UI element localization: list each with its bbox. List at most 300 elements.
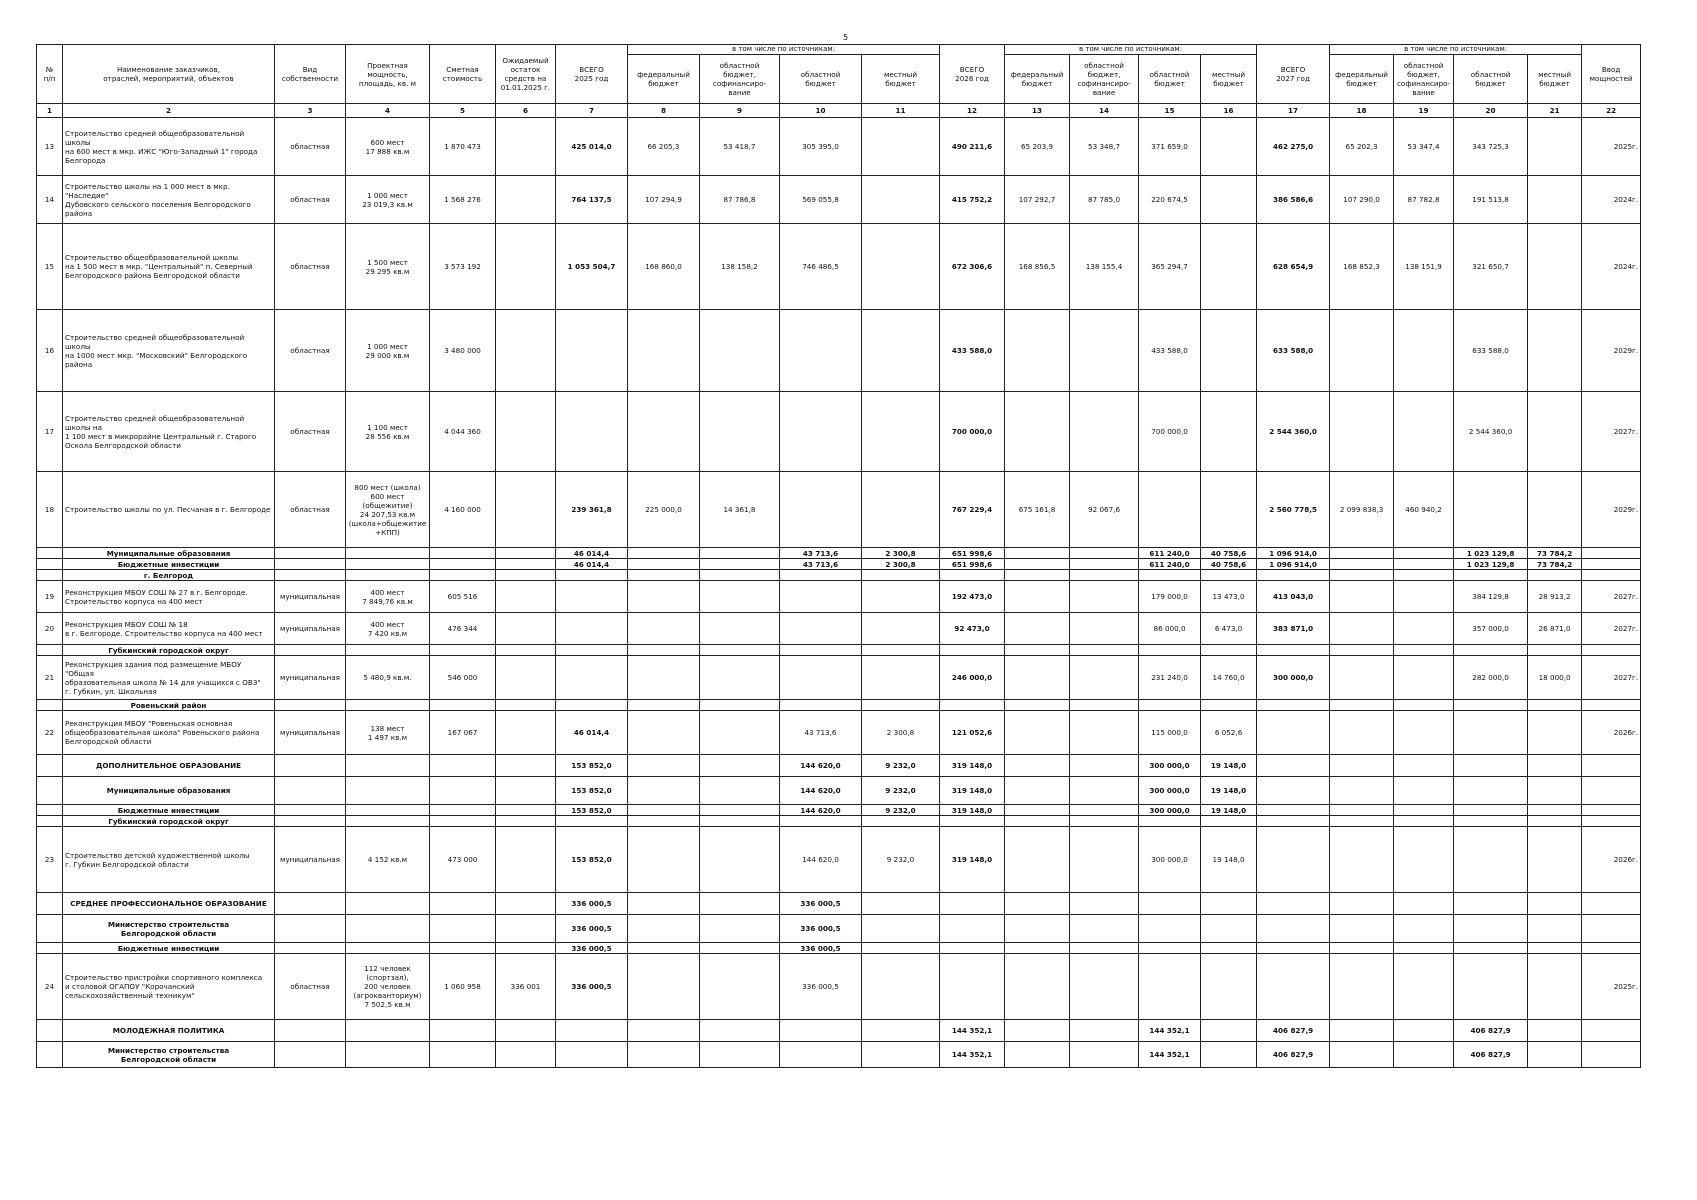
regional-cofin-2026: 138 155,4 — [1070, 224, 1139, 310]
federal-2025 — [628, 1042, 700, 1068]
total-2025 — [556, 392, 628, 472]
table-row — [37, 827, 1641, 893]
header-capacity: Проектная мощность, площадь, кв. м — [346, 45, 430, 104]
local-2026 — [1201, 176, 1257, 224]
regional-2025 — [780, 1020, 862, 1042]
regional-cofin-2027 — [1394, 915, 1454, 943]
column-index: 8 — [628, 104, 700, 118]
total-2026 — [940, 954, 1005, 1020]
federal-2027 — [1330, 943, 1394, 954]
regional-cofin-2026 — [1070, 700, 1139, 711]
regional-cofin-2027 — [1394, 613, 1454, 645]
estimated-cost — [430, 645, 496, 656]
local-2026 — [1201, 915, 1257, 943]
local-2027 — [1528, 224, 1582, 310]
federal-2025: 225 000,0 — [628, 472, 700, 548]
federal-2026 — [1005, 943, 1070, 954]
total-2025 — [556, 310, 628, 392]
federal-2025 — [628, 816, 700, 827]
federal-2025 — [628, 827, 700, 893]
capacity: 112 человек (спортзал), 200 человек (агрокванториум) 7 502,5 кв.м — [346, 954, 430, 1020]
total-2027: 300 000,0 — [1257, 656, 1330, 700]
total-2027 — [1257, 700, 1330, 711]
row-number — [37, 570, 63, 581]
federal-2027: 168 852,3 — [1330, 224, 1394, 310]
regional-cofin-2027 — [1394, 392, 1454, 472]
header-local-2027: местный бюджет — [1528, 55, 1582, 104]
commission-year — [1582, 805, 1641, 816]
local-2027: 18 000,0 — [1528, 656, 1582, 700]
ownership: областная — [275, 118, 346, 176]
section-row — [37, 645, 1641, 656]
federal-2025 — [628, 711, 700, 755]
capacity — [346, 1042, 430, 1068]
capacity — [346, 700, 430, 711]
regional-cofin-2025 — [700, 943, 780, 954]
object-name: Строительство школы по ул. Песчаная в г. Белгороде — [63, 472, 275, 548]
regional-2025: 144 620,0 — [780, 827, 862, 893]
regional-cofin-2027 — [1394, 893, 1454, 915]
column-index: 7 — [556, 104, 628, 118]
local-2026: 19 148,0 — [1201, 805, 1257, 816]
expected-balance — [496, 613, 556, 645]
federal-2026 — [1005, 700, 1070, 711]
commission-year — [1582, 777, 1641, 805]
estimated-cost — [430, 816, 496, 827]
regional-cofin-2025: 87 786,8 — [700, 176, 780, 224]
regional-cofin-2026: 87 785,0 — [1070, 176, 1139, 224]
total-2027 — [1257, 893, 1330, 915]
regional-2026: 700 000,0 — [1139, 392, 1201, 472]
row-number: 18 — [37, 472, 63, 548]
regional-2025: 336 000,5 — [780, 915, 862, 943]
total-2026 — [940, 570, 1005, 581]
commission-year — [1582, 893, 1641, 915]
capacity — [346, 915, 430, 943]
regional-2026: 300 000,0 — [1139, 777, 1201, 805]
section-row — [37, 943, 1641, 954]
total-2027 — [1257, 943, 1330, 954]
regional-cofin-2026 — [1070, 711, 1139, 755]
table-row — [37, 310, 1641, 392]
regional-2027: 1 023 129,8 — [1454, 559, 1528, 570]
regional-2026 — [1139, 893, 1201, 915]
total-2026 — [940, 915, 1005, 943]
table-row — [37, 176, 1641, 224]
local-2025: 9 232,0 — [862, 805, 940, 816]
header-federal-2027: федеральный бюджет — [1330, 55, 1394, 104]
federal-2026 — [1005, 581, 1070, 613]
object-name: Бюджетные инвестиции — [63, 943, 275, 954]
federal-2026 — [1005, 1020, 1070, 1042]
section-row — [37, 816, 1641, 827]
expected-balance — [496, 570, 556, 581]
federal-2027 — [1330, 392, 1394, 472]
object-name: Строительство общеобразовательной школы на 1 500 мест в мкр. "Центральный" п. Северный Белгородского района Белгородской области — [63, 224, 275, 310]
column-index: 5 — [430, 104, 496, 118]
estimated-cost — [430, 943, 496, 954]
expected-balance — [496, 310, 556, 392]
ownership: муниципальная — [275, 827, 346, 893]
capacity: 1 000 мест 29 000 кв.м — [346, 310, 430, 392]
federal-2025 — [628, 943, 700, 954]
section-row — [37, 1020, 1641, 1042]
column-index-row — [37, 104, 1641, 118]
regional-2026 — [1139, 645, 1201, 656]
commission-year — [1582, 548, 1641, 559]
total-2025: 425 014,0 — [556, 118, 628, 176]
expected-balance — [496, 656, 556, 700]
federal-2026 — [1005, 711, 1070, 755]
federal-2025 — [628, 559, 700, 570]
local-2027 — [1528, 700, 1582, 711]
regional-cofin-2027 — [1394, 816, 1454, 827]
local-2027 — [1528, 176, 1582, 224]
row-number — [37, 943, 63, 954]
regional-cofin-2026 — [1070, 755, 1139, 777]
regional-cofin-2025 — [700, 915, 780, 943]
regional-cofin-2027: 460 940,2 — [1394, 472, 1454, 548]
local-2025: 2 300,8 — [862, 548, 940, 559]
total-2026: 433 588,0 — [940, 310, 1005, 392]
expected-balance — [496, 816, 556, 827]
federal-2026 — [1005, 816, 1070, 827]
federal-2027 — [1330, 581, 1394, 613]
object-name: Ровеньский район — [63, 700, 275, 711]
regional-cofin-2026 — [1070, 777, 1139, 805]
federal-2025 — [628, 645, 700, 656]
commission-year: 2026г. — [1582, 711, 1641, 755]
local-2025 — [862, 613, 940, 645]
federal-2026 — [1005, 310, 1070, 392]
ownership: муниципальная — [275, 613, 346, 645]
regional-2027 — [1454, 915, 1528, 943]
federal-2026: 168 856,5 — [1005, 224, 1070, 310]
federal-2025 — [628, 777, 700, 805]
estimated-cost: 1 060 958 — [430, 954, 496, 1020]
commission-year: 2027г. — [1582, 613, 1641, 645]
estimated-cost: 473 000 — [430, 827, 496, 893]
ownership — [275, 777, 346, 805]
total-2026: 490 211,6 — [940, 118, 1005, 176]
local-2025: 9 232,0 — [862, 755, 940, 777]
ownership — [275, 559, 346, 570]
section-row — [37, 915, 1641, 943]
regional-2026: 611 240,0 — [1139, 559, 1201, 570]
federal-2027 — [1330, 954, 1394, 1020]
section-row — [37, 777, 1641, 805]
commission-year: 2025г. — [1582, 954, 1641, 1020]
header-regional-cofin-2026: областной бюджет, софинансиро- вание — [1070, 55, 1139, 104]
header-regional-2025: областной бюджет — [780, 55, 862, 104]
section-row — [37, 559, 1641, 570]
regional-2027: 1 023 129,8 — [1454, 548, 1528, 559]
section-row — [37, 1042, 1641, 1068]
total-2026: 672 306,6 — [940, 224, 1005, 310]
header-federal-2026: федеральный бюджет — [1005, 55, 1070, 104]
total-2025 — [556, 1020, 628, 1042]
total-2026 — [940, 943, 1005, 954]
header-name: Наименование заказчиков, отраслей, мероприятий, объектов — [63, 45, 275, 104]
capacity: 1 500 мест 29 295 кв.м — [346, 224, 430, 310]
ownership: областная — [275, 392, 346, 472]
regional-cofin-2026: 53 348,7 — [1070, 118, 1139, 176]
federal-2025 — [628, 656, 700, 700]
capacity — [346, 943, 430, 954]
local-2027 — [1528, 915, 1582, 943]
regional-cofin-2025 — [700, 548, 780, 559]
local-2027 — [1528, 827, 1582, 893]
regional-2025: 144 620,0 — [780, 777, 862, 805]
total-2026 — [940, 700, 1005, 711]
total-2027: 1 096 914,0 — [1257, 559, 1330, 570]
ownership — [275, 1042, 346, 1068]
regional-cofin-2025 — [700, 805, 780, 816]
local-2025 — [862, 943, 940, 954]
column-index: 21 — [1528, 104, 1582, 118]
row-number — [37, 805, 63, 816]
regional-cofin-2025 — [700, 827, 780, 893]
total-2025: 153 852,0 — [556, 827, 628, 893]
header-regional-cofin-2027: областной бюджет, софинансиро- вание — [1394, 55, 1454, 104]
federal-2027 — [1330, 1042, 1394, 1068]
total-2026: 319 148,0 — [940, 755, 1005, 777]
header-regional-cofin-2025: областной бюджет, софинансиро- вание — [700, 55, 780, 104]
ownership: муниципальная — [275, 581, 346, 613]
local-2026: 6 052,6 — [1201, 711, 1257, 755]
federal-2025 — [628, 954, 700, 1020]
local-2026: 19 148,0 — [1201, 755, 1257, 777]
column-index: 9 — [700, 104, 780, 118]
total-2025: 46 014,4 — [556, 548, 628, 559]
regional-2027 — [1454, 472, 1528, 548]
expected-balance — [496, 915, 556, 943]
federal-2025 — [628, 915, 700, 943]
local-2025 — [862, 570, 940, 581]
local-2027 — [1528, 645, 1582, 656]
regional-cofin-2025 — [700, 581, 780, 613]
ownership — [275, 805, 346, 816]
capacity — [346, 777, 430, 805]
capacity: 600 мест 17 888 кв.м — [346, 118, 430, 176]
regional-cofin-2027 — [1394, 777, 1454, 805]
estimated-cost: 1 870 473 — [430, 118, 496, 176]
local-2025 — [862, 176, 940, 224]
local-2026 — [1201, 118, 1257, 176]
regional-cofin-2027 — [1394, 943, 1454, 954]
regional-cofin-2025 — [700, 1042, 780, 1068]
local-2026 — [1201, 392, 1257, 472]
total-2025: 46 014,4 — [556, 559, 628, 570]
regional-2027 — [1454, 893, 1528, 915]
regional-2025: 336 000,5 — [780, 943, 862, 954]
federal-2026 — [1005, 827, 1070, 893]
total-2027: 406 827,9 — [1257, 1020, 1330, 1042]
local-2025 — [862, 893, 940, 915]
expected-balance — [496, 472, 556, 548]
regional-cofin-2027 — [1394, 700, 1454, 711]
ownership — [275, 700, 346, 711]
federal-2025 — [628, 392, 700, 472]
commission-year — [1582, 1042, 1641, 1068]
column-index: 12 — [940, 104, 1005, 118]
column-index: 1 — [37, 104, 63, 118]
federal-2025: 66 205,3 — [628, 118, 700, 176]
section-row — [37, 893, 1641, 915]
header-ownership: Вид собственности — [275, 45, 346, 104]
ownership: областная — [275, 310, 346, 392]
object-name: Министерство строительства Белгородской области — [63, 915, 275, 943]
regional-cofin-2026 — [1070, 656, 1139, 700]
regional-2027 — [1454, 827, 1528, 893]
capacity — [346, 805, 430, 816]
regional-2026: 300 000,0 — [1139, 805, 1201, 816]
regional-2027: 2 544 360,0 — [1454, 392, 1528, 472]
regional-cofin-2026 — [1070, 548, 1139, 559]
object-name: Губкинский городской округ — [63, 645, 275, 656]
federal-2027 — [1330, 700, 1394, 711]
regional-2026: 220 674,5 — [1139, 176, 1201, 224]
local-2025 — [862, 1020, 940, 1042]
total-2025: 1 053 504,7 — [556, 224, 628, 310]
regional-cofin-2025 — [700, 1020, 780, 1042]
estimated-cost — [430, 1042, 496, 1068]
object-name: Министерство строительства Белгородской области — [63, 1042, 275, 1068]
estimated-cost — [430, 805, 496, 816]
column-index: 10 — [780, 104, 862, 118]
capacity: 1 000 мест 23 019,3 кв.м — [346, 176, 430, 224]
regional-2026: 144 352,1 — [1139, 1020, 1201, 1042]
regional-2027: 282 000,0 — [1454, 656, 1528, 700]
ownership: областная — [275, 224, 346, 310]
expected-balance — [496, 392, 556, 472]
local-2027 — [1528, 392, 1582, 472]
federal-2027 — [1330, 893, 1394, 915]
regional-2025: 43 713,6 — [780, 559, 862, 570]
estimated-cost — [430, 1020, 496, 1042]
regional-2027: 191 513,8 — [1454, 176, 1528, 224]
estimated-cost: 4 044 360 — [430, 392, 496, 472]
total-2025 — [556, 613, 628, 645]
regional-cofin-2025 — [700, 570, 780, 581]
local-2027 — [1528, 943, 1582, 954]
total-2026: 246 000,0 — [940, 656, 1005, 700]
header-estimated-cost: Сметная стоимость — [430, 45, 496, 104]
object-name: Строительство пристройки спортивного комплекса и столовой ОГАПОУ "Корочанский сельскохозяйственный техникум" — [63, 954, 275, 1020]
regional-cofin-2026 — [1070, 893, 1139, 915]
commission-year — [1582, 915, 1641, 943]
ownership: областная — [275, 176, 346, 224]
total-2026: 92 473,0 — [940, 613, 1005, 645]
local-2027 — [1528, 954, 1582, 1020]
expected-balance — [496, 1042, 556, 1068]
regional-2025: 43 713,6 — [780, 548, 862, 559]
section-row — [37, 700, 1641, 711]
header-regional-2026: областной бюджет — [1139, 55, 1201, 104]
local-2026: 6 473,0 — [1201, 613, 1257, 645]
federal-2027 — [1330, 570, 1394, 581]
regional-2027: 321 650,7 — [1454, 224, 1528, 310]
header-total-2027: ВСЕГО 2027 год — [1257, 45, 1330, 104]
estimated-cost: 476 344 — [430, 613, 496, 645]
regional-2025: 144 620,0 — [780, 755, 862, 777]
local-2025: 9 232,0 — [862, 827, 940, 893]
federal-2027: 65 202,3 — [1330, 118, 1394, 176]
expected-balance — [496, 559, 556, 570]
regional-cofin-2025 — [700, 755, 780, 777]
expected-balance — [496, 224, 556, 310]
commission-year: 2024г. — [1582, 176, 1641, 224]
header-total-2026: ВСЕГО 2026 год — [940, 45, 1005, 104]
local-2025 — [862, 645, 940, 656]
regional-2026 — [1139, 954, 1201, 1020]
federal-2026 — [1005, 645, 1070, 656]
object-name: ДОПОЛНИТЕЛЬНОЕ ОБРАЗОВАНИЕ — [63, 755, 275, 777]
local-2027: 26 871,0 — [1528, 613, 1582, 645]
header-local-2026: местный бюджет — [1201, 55, 1257, 104]
row-number — [37, 755, 63, 777]
regional-cofin-2025 — [700, 711, 780, 755]
ownership — [275, 893, 346, 915]
total-2026: 121 052,6 — [940, 711, 1005, 755]
regional-2026: 144 352,1 — [1139, 1042, 1201, 1068]
regional-2025 — [780, 700, 862, 711]
total-2025: 153 852,0 — [556, 805, 628, 816]
ownership — [275, 943, 346, 954]
object-name: г. Белгород — [63, 570, 275, 581]
regional-2025 — [780, 613, 862, 645]
regional-2027 — [1454, 954, 1528, 1020]
table-row — [37, 224, 1641, 310]
regional-cofin-2025: 14 361,8 — [700, 472, 780, 548]
estimated-cost — [430, 755, 496, 777]
commission-year: 2027г. — [1582, 392, 1641, 472]
row-number: 22 — [37, 711, 63, 755]
regional-cofin-2026 — [1070, 827, 1139, 893]
federal-2025: 168 860,0 — [628, 224, 700, 310]
ownership — [275, 645, 346, 656]
total-2025: 239 361,8 — [556, 472, 628, 548]
total-2025 — [556, 645, 628, 656]
regional-2027 — [1454, 570, 1528, 581]
local-2026 — [1201, 645, 1257, 656]
regional-cofin-2027 — [1394, 559, 1454, 570]
local-2027: 28 913,2 — [1528, 581, 1582, 613]
regional-2025: 144 620,0 — [780, 805, 862, 816]
ownership — [275, 755, 346, 777]
local-2026: 40 758,6 — [1201, 559, 1257, 570]
header-regional-2027: областной бюджет — [1454, 55, 1528, 104]
regional-cofin-2025 — [700, 893, 780, 915]
regional-2026: 86 000,0 — [1139, 613, 1201, 645]
expected-balance — [496, 943, 556, 954]
commission-year — [1582, 755, 1641, 777]
table-row — [37, 581, 1641, 613]
estimated-cost — [430, 570, 496, 581]
row-number — [37, 893, 63, 915]
local-2027 — [1528, 570, 1582, 581]
federal-2026 — [1005, 570, 1070, 581]
commission-year — [1582, 645, 1641, 656]
row-number: 17 — [37, 392, 63, 472]
regional-cofin-2027: 53 347,4 — [1394, 118, 1454, 176]
ownership: областная — [275, 472, 346, 548]
row-number: 24 — [37, 954, 63, 1020]
expected-balance — [496, 711, 556, 755]
regional-cofin-2027 — [1394, 1020, 1454, 1042]
object-name: Строительство детской художественной школы г. Губкин Белгородской области — [63, 827, 275, 893]
federal-2027 — [1330, 827, 1394, 893]
